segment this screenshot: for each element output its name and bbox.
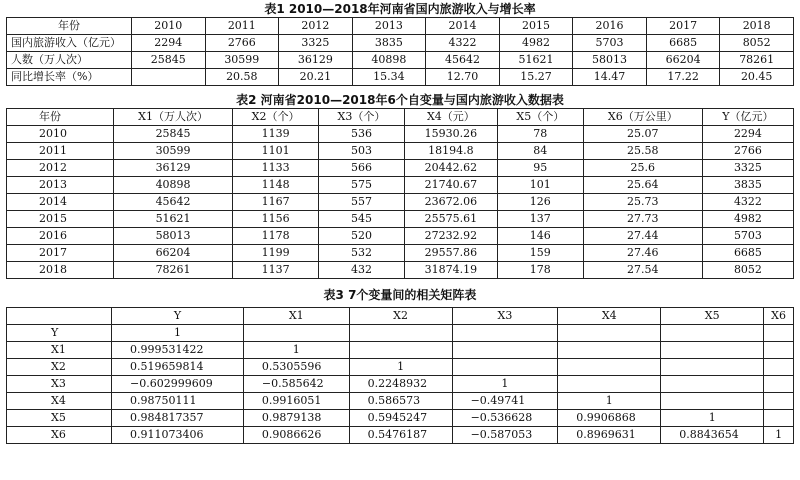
table-cell: 1167 — [233, 194, 319, 211]
header-cell: X1（万人次） — [114, 109, 233, 126]
table-cell: 30599 — [205, 52, 279, 69]
table-cell: 8052 — [720, 35, 794, 52]
table-cell: 4982 — [499, 35, 573, 52]
table2-title: 表2 河南省2010—2018年6个自变量与国内旅游收入数据表 — [236, 93, 564, 107]
table-cell: 21740.67 — [404, 177, 497, 194]
table-cell — [452, 359, 558, 376]
table-cell: 557 — [319, 194, 405, 211]
table-row — [7, 376, 794, 393]
table-row — [7, 342, 794, 359]
header-cell — [7, 308, 112, 325]
table-cell: −0.585642 — [243, 376, 349, 393]
table-cell: 20.45 — [720, 69, 794, 86]
table-cell: 58013 — [573, 52, 647, 69]
header-cell: 年份 — [7, 18, 132, 35]
table-cell: −0.536628 — [452, 410, 558, 427]
table-cell: 566 — [319, 160, 405, 177]
table-cell: 2013 — [7, 177, 114, 194]
table-row — [7, 69, 794, 86]
table-cell: 25.58 — [583, 143, 702, 160]
table-cell: 45642 — [426, 52, 500, 69]
table-row — [7, 359, 794, 376]
table-cell: 15.27 — [499, 69, 573, 86]
table-cell: 25845 — [114, 126, 233, 143]
table-cell: 101 — [497, 177, 583, 194]
row-label: X4 — [7, 393, 112, 410]
table3-title: 表3 7个变量间的相关矩阵表 — [323, 288, 477, 302]
table-cell: 2016 — [7, 228, 114, 245]
table-cell: 25575.61 — [404, 211, 497, 228]
header-cell: X6 — [764, 308, 794, 325]
table-cell: 0.98750111 — [112, 393, 244, 410]
header-cell: X6（万公里） — [583, 109, 702, 126]
table-cell — [661, 359, 764, 376]
table-cell: 36129 — [279, 52, 353, 69]
table-cell — [452, 325, 558, 342]
row-label: Y — [7, 325, 112, 342]
table-cell — [764, 359, 794, 376]
table-cell: 1133 — [233, 160, 319, 177]
table-row — [7, 410, 794, 427]
header-cell: 2018 — [720, 18, 794, 35]
table-cell: 25845 — [132, 52, 206, 69]
table-header-row — [7, 109, 794, 126]
header-cell: 2015 — [499, 18, 573, 35]
table-cell: 5703 — [573, 35, 647, 52]
table-cell — [764, 393, 794, 410]
table-cell: 17.22 — [646, 69, 720, 86]
table-cell: 1 — [558, 393, 661, 410]
header-cell: 年份 — [7, 109, 114, 126]
row-label: X2 — [7, 359, 112, 376]
table-cell: 159 — [497, 245, 583, 262]
table-cell: 27.46 — [583, 245, 702, 262]
table-cell: 1101 — [233, 143, 319, 160]
table-cell: 84 — [497, 143, 583, 160]
table-cell: −0.587053 — [452, 427, 558, 444]
table-cell: 1 — [764, 427, 794, 444]
table-cell: 1 — [452, 376, 558, 393]
table-cell: 2014 — [7, 194, 114, 211]
table-cell: 2010 — [7, 126, 114, 143]
table-row — [7, 160, 794, 177]
table-cell: 178 — [497, 262, 583, 279]
table-cell: 2294 — [702, 126, 793, 143]
header-cell: 2016 — [573, 18, 647, 35]
table-cell: 0.9086626 — [243, 427, 349, 444]
table-row — [7, 228, 794, 245]
table-cell: 0.5476187 — [349, 427, 452, 444]
table-cell: −0.602999609 — [112, 376, 244, 393]
header-cell: 2013 — [352, 18, 426, 35]
table-cell: 6685 — [646, 35, 720, 52]
table-cell — [661, 393, 764, 410]
table-row — [7, 393, 794, 410]
table-cell: 30599 — [114, 143, 233, 160]
table-cell: 126 — [497, 194, 583, 211]
table-cell: 15.34 — [352, 69, 426, 86]
table-cell — [349, 342, 452, 359]
table-cell — [558, 325, 661, 342]
header-cell: X2（个） — [233, 109, 319, 126]
table-cell: 20.58 — [205, 69, 279, 86]
table-cell: 520 — [319, 228, 405, 245]
table-cell: 0.586573 — [349, 393, 452, 410]
table-cell: 0.5305596 — [243, 359, 349, 376]
table-cell: 36129 — [114, 160, 233, 177]
header-cell: X4 — [558, 308, 661, 325]
table-header-row — [7, 308, 794, 325]
table-cell: 5703 — [702, 228, 793, 245]
table-cell: 0.2248932 — [349, 376, 452, 393]
table-row — [7, 143, 794, 160]
table-cell: 0.9916051 — [243, 393, 349, 410]
table-cell: 1199 — [233, 245, 319, 262]
table-row — [7, 126, 794, 143]
table-cell — [452, 342, 558, 359]
table-cell: 2766 — [205, 35, 279, 52]
table-cell: 40898 — [352, 52, 426, 69]
table-cell: 4982 — [702, 211, 793, 228]
table-cell — [243, 325, 349, 342]
table-cell — [764, 410, 794, 427]
table-cell: 1139 — [233, 126, 319, 143]
table-cell: 66204 — [646, 52, 720, 69]
table-row — [7, 211, 794, 228]
table-cell: 25.73 — [583, 194, 702, 211]
table-cell: 532 — [319, 245, 405, 262]
table-cell: 0.8843654 — [661, 427, 764, 444]
header-cell: 2011 — [205, 18, 279, 35]
row-label: X6 — [7, 427, 112, 444]
table-cell: 95 — [497, 160, 583, 177]
table-cell: 545 — [319, 211, 405, 228]
table-cell: 51621 — [114, 211, 233, 228]
header-cell: X5 — [661, 308, 764, 325]
table-cell: 0.9906868 — [558, 410, 661, 427]
table1 — [6, 17, 794, 86]
table-cell: 31874.19 — [404, 262, 497, 279]
table-cell: 0.8969631 — [558, 427, 661, 444]
table-cell: 25.07 — [583, 126, 702, 143]
table-cell: 2012 — [7, 160, 114, 177]
table-cell: 2017 — [7, 245, 114, 262]
table-cell: 20442.62 — [404, 160, 497, 177]
table-cell: 25.6 — [583, 160, 702, 177]
table-cell: 8052 — [702, 262, 793, 279]
table-cell: 20.21 — [279, 69, 353, 86]
table-cell — [661, 376, 764, 393]
table-cell: −0.49741 — [452, 393, 558, 410]
table-cell: 15930.26 — [404, 126, 497, 143]
table-cell: 58013 — [114, 228, 233, 245]
table-cell: 2294 — [132, 35, 206, 52]
table-cell: 66204 — [114, 245, 233, 262]
table2 — [6, 108, 794, 279]
table-cell: 27.54 — [583, 262, 702, 279]
table-cell: 27.44 — [583, 228, 702, 245]
table-cell: 536 — [319, 126, 405, 143]
table1-title: 表1 2010—2018年河南省国内旅游收入与增长率 — [264, 2, 536, 16]
table-cell: 3325 — [279, 35, 353, 52]
table-cell — [764, 342, 794, 359]
row-label: X1 — [7, 342, 112, 359]
table-cell: 4322 — [426, 35, 500, 52]
table-cell: 1 — [243, 342, 349, 359]
table-row — [7, 427, 794, 444]
header-cell: Y（亿元） — [702, 109, 793, 126]
table-cell: 2766 — [702, 143, 793, 160]
table-cell — [558, 359, 661, 376]
table-cell: 3835 — [352, 35, 426, 52]
table-cell: 0.911073406 — [112, 427, 244, 444]
table-cell: 0.9879138 — [243, 410, 349, 427]
table-cell: 78261 — [114, 262, 233, 279]
table-cell: 137 — [497, 211, 583, 228]
table-cell: 3325 — [702, 160, 793, 177]
table-row — [7, 35, 794, 52]
header-cell: X5（个） — [497, 109, 583, 126]
table-cell: 2011 — [7, 143, 114, 160]
table-row — [7, 262, 794, 279]
table-cell: 0.999531422 — [112, 342, 244, 359]
row-label: 国内旅游收入（亿元） — [7, 35, 132, 52]
table-cell: 4322 — [702, 194, 793, 211]
table-cell: 2015 — [7, 211, 114, 228]
header-cell: 2010 — [132, 18, 206, 35]
header-cell: 2017 — [646, 18, 720, 35]
table-cell: 2018 — [7, 262, 114, 279]
table-cell: 18194.8 — [404, 143, 497, 160]
table-cell: 78 — [497, 126, 583, 143]
table-row — [7, 194, 794, 211]
header-cell: X4（元） — [404, 109, 497, 126]
table-cell — [558, 342, 661, 359]
table-cell — [132, 69, 206, 86]
table-header-row — [7, 18, 794, 35]
header-cell: X3（个） — [319, 109, 405, 126]
header-cell: 2014 — [426, 18, 500, 35]
table-cell — [764, 376, 794, 393]
table-cell — [349, 325, 452, 342]
row-label: X3 — [7, 376, 112, 393]
table-cell: 1137 — [233, 262, 319, 279]
table-cell — [558, 376, 661, 393]
table-cell: 45642 — [114, 194, 233, 211]
table-cell: 1 — [661, 410, 764, 427]
table-cell: 146 — [497, 228, 583, 245]
table-row — [7, 245, 794, 262]
table-cell: 0.519659814 — [112, 359, 244, 376]
header-cell: X1 — [243, 308, 349, 325]
table-cell: 27232.92 — [404, 228, 497, 245]
table-cell: 27.73 — [583, 211, 702, 228]
table-cell: 12.70 — [426, 69, 500, 86]
table-cell: 1 — [349, 359, 452, 376]
table-cell: 432 — [319, 262, 405, 279]
table-cell: 6685 — [702, 245, 793, 262]
table-cell — [764, 325, 794, 342]
table-cell: 40898 — [114, 177, 233, 194]
table-cell: 23672.06 — [404, 194, 497, 211]
table-cell — [661, 342, 764, 359]
table-cell: 503 — [319, 143, 405, 160]
table-cell: 78261 — [720, 52, 794, 69]
table-row — [7, 325, 794, 342]
header-cell: X2 — [349, 308, 452, 325]
table-cell: 575 — [319, 177, 405, 194]
table-cell: 0.5945247 — [349, 410, 452, 427]
row-label: 人数（万人次） — [7, 52, 132, 69]
table-cell: 3835 — [702, 177, 793, 194]
table-cell: 1156 — [233, 211, 319, 228]
table-cell: 0.984817357 — [112, 410, 244, 427]
header-cell: X3 — [452, 308, 558, 325]
table-cell: 51621 — [499, 52, 573, 69]
table-cell: 1 — [112, 325, 244, 342]
table-cell: 25.64 — [583, 177, 702, 194]
table-cell: 1148 — [233, 177, 319, 194]
header-cell: 2012 — [279, 18, 353, 35]
table-row — [7, 177, 794, 194]
table-row — [7, 52, 794, 69]
table3 — [6, 307, 794, 444]
row-label: X5 — [7, 410, 112, 427]
table-cell — [661, 325, 764, 342]
table-cell: 29557.86 — [404, 245, 497, 262]
row-label: 同比增长率（%） — [7, 69, 132, 86]
table-cell: 1178 — [233, 228, 319, 245]
header-cell: Y — [112, 308, 244, 325]
table-cell: 14.47 — [573, 69, 647, 86]
